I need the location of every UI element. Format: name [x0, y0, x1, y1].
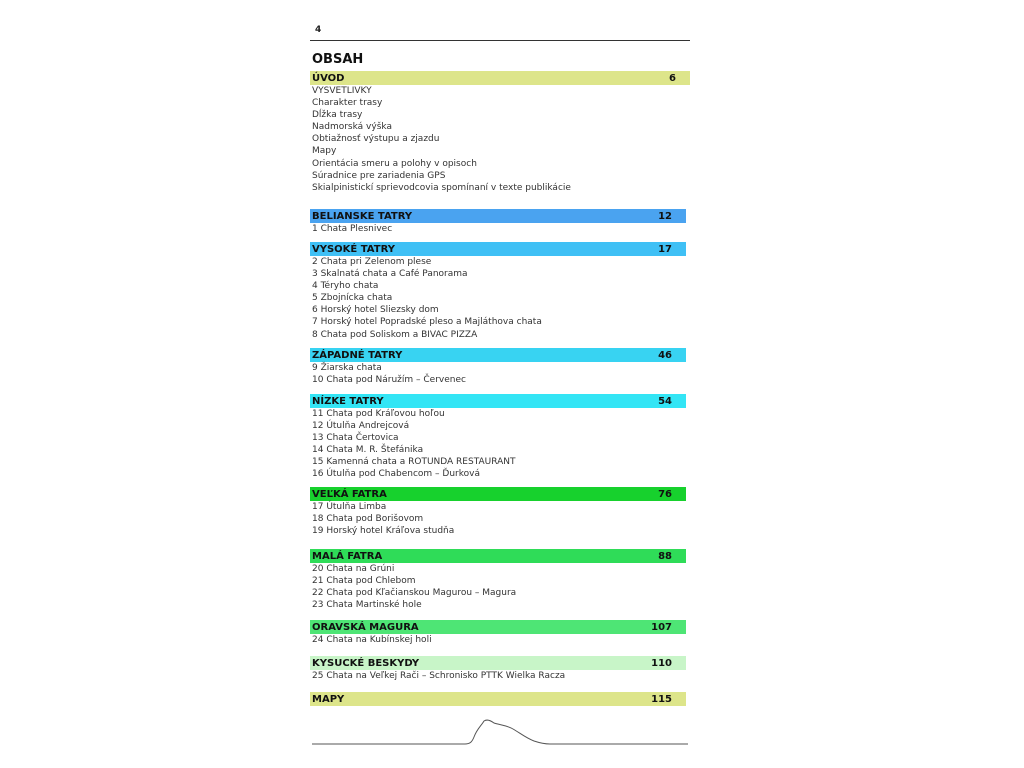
toc-section	[310, 692, 686, 706]
section-title: ORAVSKÁ MAGURA	[312, 621, 419, 633]
toc-entry[interactable]: Charakter trasy	[312, 98, 383, 109]
toc-entry[interactable]: 16 Útulňa pod Chabencom – Ďurková	[312, 469, 480, 480]
document-page	[310, 22, 690, 752]
toc-entry[interactable]: 25 Chata na Veľkej Rači – Schronisko PTTK Wielka Racza	[312, 671, 566, 681]
section-header[interactable]	[310, 487, 686, 501]
section-page-number: 12	[658, 210, 672, 222]
toc-entry[interactable]: 5 Zbojnícka chata	[312, 293, 393, 304]
section-item-list	[310, 501, 686, 537]
toc-section	[310, 394, 686, 481]
section-title: KYSUCKÉ BESKYDY	[312, 657, 420, 669]
toc-entry[interactable]: 15 Kamenná chata a ROTUNDA RESTAURANT	[312, 457, 516, 468]
toc-entry[interactable]: 2 Chata pri Zelenom plese	[312, 257, 432, 267]
mountain-silhouette-icon	[310, 717, 690, 747]
toc-entry[interactable]: Mapy	[312, 146, 337, 157]
toc-section	[310, 348, 686, 386]
toc-section	[310, 242, 686, 341]
toc-entry[interactable]: 1 Chata Plesnivec	[312, 224, 393, 234]
section-page-number: 115	[651, 693, 672, 705]
toc-entry[interactable]: Dĺžka trasy	[312, 110, 363, 121]
toc-entry[interactable]: Orientácia smeru a polohy v opisoch	[312, 158, 477, 169]
toc-section	[310, 620, 686, 646]
toc-entry[interactable]: 23 Chata Martinské hole	[312, 600, 422, 611]
toc-entry[interactable]: VYSVETLIVKY	[312, 86, 372, 96]
toc-entry[interactable]: Skialpinistickí sprievodcovia spomínaní v texte publikácie	[312, 182, 571, 193]
toc-entry[interactable]: 8 Chata pod Soliskom a BIVAC PIZZA	[312, 329, 478, 340]
section-header[interactable]	[310, 692, 686, 706]
section-item-list	[310, 670, 686, 682]
section-page-number: 76	[658, 488, 672, 500]
section-page-number: 17	[658, 243, 672, 255]
section-header[interactable]	[310, 242, 686, 256]
section-header[interactable]	[310, 620, 686, 634]
section-page-number: 46	[658, 349, 672, 361]
section-title: VEĽKÁ FATRA	[312, 488, 387, 500]
page-title: OBSAH	[312, 52, 364, 67]
section-item-list	[310, 362, 686, 386]
section-title: MALÁ FATRA	[312, 550, 383, 562]
toc-entry[interactable]: 10 Chata pod Náružím – Červenec	[312, 375, 466, 386]
top-rule	[310, 40, 690, 41]
toc-section	[310, 549, 686, 611]
section-item-list	[310, 408, 686, 481]
toc-entry[interactable]: 20 Chata na Grúni	[312, 564, 395, 574]
toc-entry[interactable]: Súradnice pre zariadenia GPS	[312, 170, 446, 181]
section-item-list	[310, 563, 686, 611]
toc-section	[310, 656, 686, 682]
section-page-number: 6	[669, 72, 676, 84]
toc-entry[interactable]: 4 Téryho chata	[312, 281, 379, 292]
toc-entry[interactable]: Nadmorská výška	[312, 122, 392, 133]
section-page-number: 110	[651, 657, 672, 669]
toc-entry[interactable]: 19 Horský hotel Kráľova studňa	[312, 526, 455, 537]
section-title: MAPY	[312, 693, 345, 705]
toc-entry[interactable]: 6 Horský hotel Sliezsky dom	[312, 305, 439, 316]
section-item-list	[310, 85, 686, 194]
toc-section	[310, 71, 686, 194]
toc-entry[interactable]: 22 Chata pod Kľačianskou Magurou – Magura	[312, 588, 517, 599]
section-header[interactable]	[310, 549, 686, 563]
section-title: NÍZKE TATRY	[312, 395, 384, 407]
section-header[interactable]	[310, 348, 686, 362]
toc-entry[interactable]: Obtiažnosť výstupu a zjazdu	[312, 134, 440, 145]
section-page-number: 88	[658, 550, 672, 562]
section-item-list	[310, 634, 686, 646]
toc-entry[interactable]: 11 Chata pod Kráľovou hoľou	[312, 409, 445, 419]
page-number: 4	[315, 25, 322, 35]
toc-entry[interactable]: 17 Útulňa Limba	[312, 502, 387, 512]
toc-entry[interactable]: 18 Chata pod Borišovom	[312, 514, 424, 525]
section-title: BELIANSKE TATRY	[312, 210, 413, 222]
section-header[interactable]	[310, 656, 686, 670]
toc-section	[310, 209, 686, 235]
toc-section	[310, 487, 686, 537]
toc-entry[interactable]: 12 Útulňa Andrejcová	[312, 421, 410, 432]
section-title: ZÁPADNÉ TATRY	[312, 349, 403, 361]
toc-entry[interactable]: 3 Skalnatá chata a Café Panorama	[312, 269, 468, 280]
toc-entry[interactable]: 24 Chata na Kubínskej holi	[312, 635, 432, 645]
toc-entry[interactable]: 21 Chata pod Chlebom	[312, 576, 416, 587]
section-item-list	[310, 223, 686, 235]
section-page-number: 54	[658, 395, 672, 407]
section-header[interactable]	[310, 71, 690, 85]
section-header[interactable]	[310, 209, 686, 223]
toc-entry[interactable]: 9 Žiarska chata	[312, 363, 382, 373]
section-page-number: 107	[651, 621, 672, 633]
section-title: VYSOKÉ TATRY	[312, 243, 395, 255]
section-item-list	[310, 256, 686, 341]
section-title: ÚVOD	[312, 72, 345, 84]
section-header[interactable]	[310, 394, 686, 408]
toc-entry[interactable]: 14 Chata M. R. Štefánika	[312, 445, 424, 456]
toc-entry[interactable]: 7 Horský hotel Popradské pleso a Majláthova chata	[312, 317, 542, 328]
toc-entry[interactable]: 13 Chata Čertovica	[312, 433, 399, 444]
